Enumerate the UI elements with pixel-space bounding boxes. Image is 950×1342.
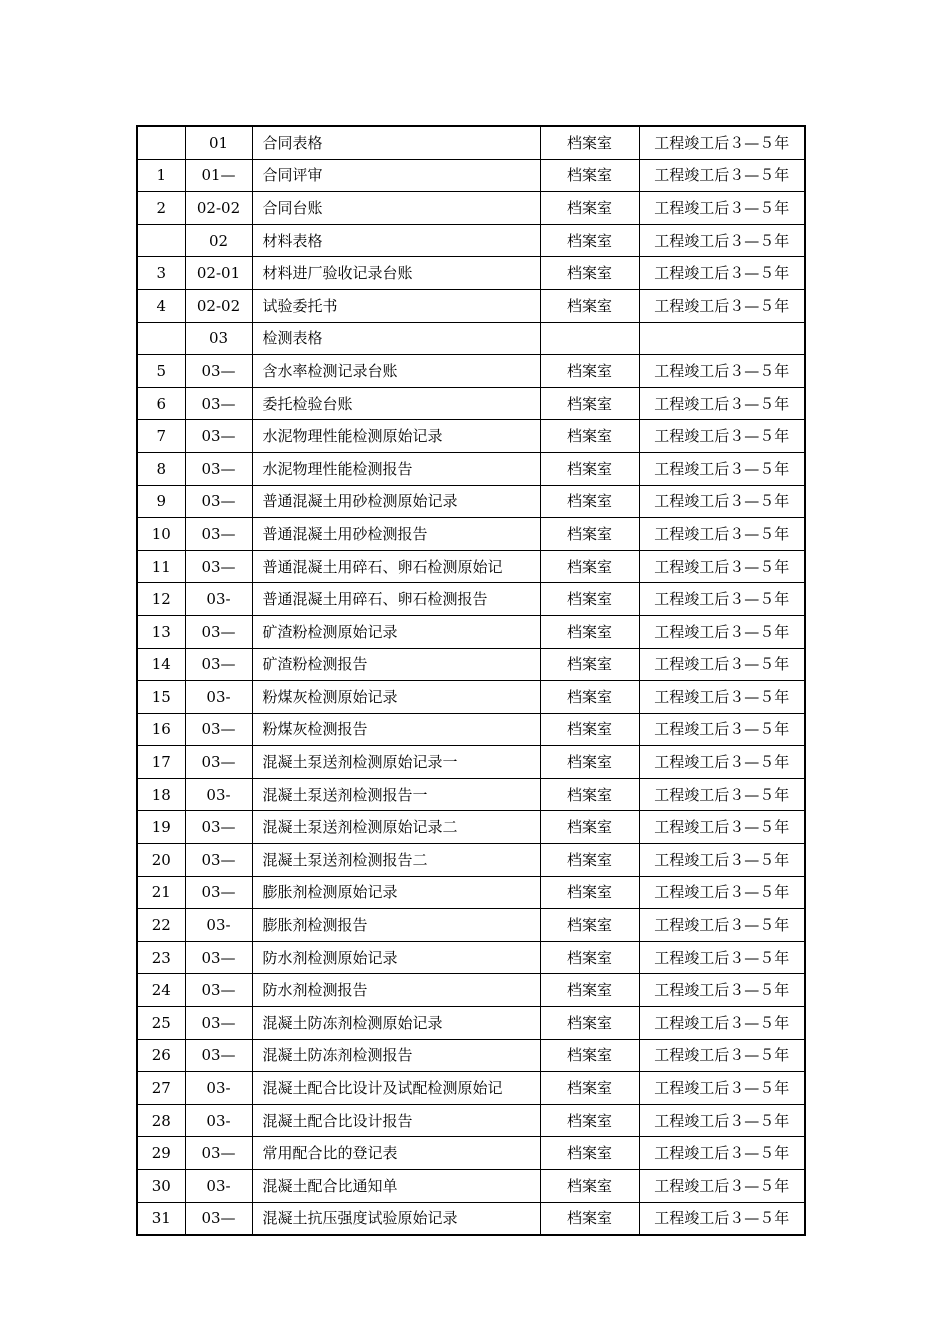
- cell-keeper: 档案室: [540, 159, 639, 192]
- cell-seq: [137, 322, 185, 355]
- cell-keeper: 档案室: [540, 1039, 639, 1072]
- cell-seq: 6: [137, 387, 185, 420]
- table-row: [137, 648, 805, 681]
- cell-keeper: [540, 322, 639, 355]
- cell-keeper: 档案室: [540, 713, 639, 746]
- cell-seq: 13: [137, 615, 185, 648]
- cell-keeper: 档案室: [540, 420, 639, 453]
- cell-seq: 16: [137, 713, 185, 746]
- table-row: [137, 420, 805, 453]
- cell-keeper: 档案室: [540, 550, 639, 583]
- table-row: [137, 224, 805, 257]
- cell-keeper: 档案室: [540, 1137, 639, 1170]
- table-row: [137, 909, 805, 942]
- cell-term: 工程竣工后３—５年: [639, 844, 805, 877]
- cell-code: 03—: [185, 941, 252, 974]
- cell-code: 03-: [185, 1072, 252, 1105]
- cell-code: 02-02: [185, 192, 252, 225]
- cell-code: 03—: [185, 811, 252, 844]
- cell-seq: 26: [137, 1039, 185, 1072]
- cell-name: 合同评审: [252, 159, 540, 192]
- cell-name: 合同台账: [252, 192, 540, 225]
- cell-name: 混凝土配合比通知单: [252, 1170, 540, 1203]
- cell-code: 03—: [185, 1202, 252, 1235]
- cell-keeper: 档案室: [540, 876, 639, 909]
- cell-seq: 4: [137, 289, 185, 322]
- cell-code: 03—: [185, 974, 252, 1007]
- cell-keeper: 档案室: [540, 974, 639, 1007]
- cell-keeper: 档案室: [540, 909, 639, 942]
- cell-term: 工程竣工后３—５年: [639, 224, 805, 257]
- cell-term: 工程竣工后３—５年: [639, 746, 805, 779]
- cell-name: 材料进厂验收记录台账: [252, 257, 540, 290]
- cell-code: 03—: [185, 1137, 252, 1170]
- cell-keeper: 档案室: [540, 811, 639, 844]
- cell-term: 工程竣工后３—５年: [639, 159, 805, 192]
- cell-name: 矿渣粉检测原始记录: [252, 615, 540, 648]
- table-row: [137, 941, 805, 974]
- cell-name: 防水剂检测原始记录: [252, 941, 540, 974]
- records-table-body: [137, 126, 805, 1235]
- cell-code: 03-: [185, 1104, 252, 1137]
- cell-name: 混凝土泵送剂检测报告二: [252, 844, 540, 877]
- table-row: [137, 355, 805, 388]
- cell-seq: 30: [137, 1170, 185, 1203]
- cell-term: 工程竣工后３—５年: [639, 1039, 805, 1072]
- cell-code: 03—: [185, 355, 252, 388]
- cell-name: 混凝土抗压强度试验原始记录: [252, 1202, 540, 1235]
- table-row: [137, 126, 805, 159]
- cell-term: 工程竣工后３—５年: [639, 387, 805, 420]
- cell-term: 工程竣工后３—５年: [639, 648, 805, 681]
- cell-seq: 14: [137, 648, 185, 681]
- cell-name: 试验委托书: [252, 289, 540, 322]
- cell-name: 材料表格: [252, 224, 540, 257]
- table-row: [137, 159, 805, 192]
- table-row: [137, 778, 805, 811]
- cell-term: 工程竣工后３—５年: [639, 909, 805, 942]
- cell-seq: 18: [137, 778, 185, 811]
- cell-name: 含水率检测记录台账: [252, 355, 540, 388]
- cell-seq: 27: [137, 1072, 185, 1105]
- cell-code: 02-01: [185, 257, 252, 290]
- cell-code: 03—: [185, 387, 252, 420]
- cell-code: 03—: [185, 1039, 252, 1072]
- table-row: [137, 615, 805, 648]
- cell-term: 工程竣工后３—５年: [639, 518, 805, 551]
- cell-seq: 8: [137, 452, 185, 485]
- cell-code: 03—: [185, 746, 252, 779]
- cell-term: 工程竣工后３—５年: [639, 1007, 805, 1040]
- cell-name: 混凝土防冻剂检测原始记录: [252, 1007, 540, 1040]
- cell-term: 工程竣工后３—５年: [639, 681, 805, 714]
- cell-seq: 21: [137, 876, 185, 909]
- cell-term: 工程竣工后３—５年: [639, 1072, 805, 1105]
- cell-code: 03-: [185, 1170, 252, 1203]
- cell-name: 混凝土配合比设计及试配检测原始记: [252, 1072, 540, 1105]
- cell-keeper: 档案室: [540, 1170, 639, 1203]
- cell-name: 混凝土配合比设计报告: [252, 1104, 540, 1137]
- cell-seq: 19: [137, 811, 185, 844]
- table-row: [137, 1007, 805, 1040]
- cell-code: 03—: [185, 876, 252, 909]
- cell-code: 02-02: [185, 289, 252, 322]
- cell-term: 工程竣工后３—５年: [639, 452, 805, 485]
- cell-name: 膨胀剂检测报告: [252, 909, 540, 942]
- cell-term: 工程竣工后３—５年: [639, 192, 805, 225]
- cell-keeper: 档案室: [540, 681, 639, 714]
- cell-seq: 22: [137, 909, 185, 942]
- table-row: [137, 322, 805, 355]
- cell-name: 混凝土泵送剂检测原始记录一: [252, 746, 540, 779]
- cell-code: 02: [185, 224, 252, 257]
- cell-seq: 10: [137, 518, 185, 551]
- cell-seq: 31: [137, 1202, 185, 1235]
- cell-seq: 23: [137, 941, 185, 974]
- cell-keeper: 档案室: [540, 355, 639, 388]
- cell-keeper: 档案室: [540, 126, 639, 159]
- cell-seq: [137, 224, 185, 257]
- cell-code: 03: [185, 322, 252, 355]
- cell-name: 普通混凝土用碎石、卵石检测报告: [252, 583, 540, 616]
- cell-keeper: 档案室: [540, 257, 639, 290]
- cell-name: 检测表格: [252, 322, 540, 355]
- cell-keeper: 档案室: [540, 648, 639, 681]
- cell-name: 普通混凝土用砂检测报告: [252, 518, 540, 551]
- table-row: [137, 1137, 805, 1170]
- cell-term: 工程竣工后３—５年: [639, 583, 805, 616]
- table-row: [137, 387, 805, 420]
- table-row: [137, 811, 805, 844]
- cell-name: 粉煤灰检测原始记录: [252, 681, 540, 714]
- cell-name: 混凝土泵送剂检测报告一: [252, 778, 540, 811]
- cell-term: 工程竣工后３—５年: [639, 778, 805, 811]
- cell-keeper: 档案室: [540, 844, 639, 877]
- table-row: [137, 681, 805, 714]
- cell-code: 03—: [185, 648, 252, 681]
- cell-keeper: 档案室: [540, 224, 639, 257]
- table-row: [137, 452, 805, 485]
- cell-term: 工程竣工后３—５年: [639, 126, 805, 159]
- table-row: [137, 289, 805, 322]
- cell-code: 03-: [185, 681, 252, 714]
- cell-keeper: 档案室: [540, 583, 639, 616]
- records-table: [136, 125, 806, 1236]
- cell-keeper: 档案室: [540, 1202, 639, 1235]
- cell-code: 03—: [185, 518, 252, 551]
- cell-name: 矿渣粉检测报告: [252, 648, 540, 681]
- cell-term: 工程竣工后３—５年: [639, 289, 805, 322]
- cell-seq: 5: [137, 355, 185, 388]
- cell-term: 工程竣工后３—５年: [639, 550, 805, 583]
- cell-seq: 25: [137, 1007, 185, 1040]
- cell-keeper: 档案室: [540, 1007, 639, 1040]
- cell-seq: 24: [137, 974, 185, 1007]
- cell-code: 03—: [185, 452, 252, 485]
- table-row: [137, 1202, 805, 1235]
- cell-keeper: 档案室: [540, 1072, 639, 1105]
- table-row: [137, 257, 805, 290]
- cell-code: 03-: [185, 909, 252, 942]
- cell-term: 工程竣工后３—５年: [639, 1137, 805, 1170]
- cell-seq: 17: [137, 746, 185, 779]
- cell-keeper: 档案室: [540, 485, 639, 518]
- table-row: [137, 1072, 805, 1105]
- cell-name: 混凝土泵送剂检测原始记录二: [252, 811, 540, 844]
- cell-seq: 2: [137, 192, 185, 225]
- cell-name: 合同表格: [252, 126, 540, 159]
- table-row: [137, 876, 805, 909]
- cell-code: 03-: [185, 778, 252, 811]
- cell-seq: 3: [137, 257, 185, 290]
- table-row: [137, 1104, 805, 1137]
- cell-seq: 11: [137, 550, 185, 583]
- cell-code: 03—: [185, 844, 252, 877]
- cell-keeper: 档案室: [540, 615, 639, 648]
- cell-name: 膨胀剂检测原始记录: [252, 876, 540, 909]
- cell-name: 普通混凝土用砂检测原始记录: [252, 485, 540, 518]
- cell-code: 03—: [185, 485, 252, 518]
- table-row: [137, 1170, 805, 1203]
- table-row: [137, 518, 805, 551]
- cell-code: 03—: [185, 420, 252, 453]
- cell-code: 03—: [185, 615, 252, 648]
- table-row: [137, 550, 805, 583]
- cell-term: [639, 322, 805, 355]
- table-row: [137, 713, 805, 746]
- cell-name: 水泥物理性能检测原始记录: [252, 420, 540, 453]
- cell-seq: 9: [137, 485, 185, 518]
- cell-code: 01: [185, 126, 252, 159]
- cell-term: 工程竣工后３—５年: [639, 713, 805, 746]
- cell-seq: 12: [137, 583, 185, 616]
- cell-seq: 29: [137, 1137, 185, 1170]
- table-row: [137, 844, 805, 877]
- cell-keeper: 档案室: [540, 452, 639, 485]
- cell-term: 工程竣工后３—５年: [639, 1202, 805, 1235]
- cell-term: 工程竣工后３—５年: [639, 876, 805, 909]
- cell-seq: 28: [137, 1104, 185, 1137]
- cell-term: 工程竣工后３—５年: [639, 485, 805, 518]
- cell-name: 普通混凝土用碎石、卵石检测原始记: [252, 550, 540, 583]
- cell-name: 混凝土防冻剂检测报告: [252, 1039, 540, 1072]
- table-row: [137, 485, 805, 518]
- cell-code: 03—: [185, 550, 252, 583]
- cell-keeper: 档案室: [540, 778, 639, 811]
- cell-code: 01—: [185, 159, 252, 192]
- table-row: [137, 974, 805, 1007]
- cell-code: 03-: [185, 583, 252, 616]
- table-row: [137, 1039, 805, 1072]
- cell-term: 工程竣工后３—５年: [639, 420, 805, 453]
- cell-seq: [137, 126, 185, 159]
- cell-keeper: 档案室: [540, 387, 639, 420]
- cell-code: 03—: [185, 713, 252, 746]
- cell-term: 工程竣工后３—５年: [639, 615, 805, 648]
- cell-keeper: 档案室: [540, 518, 639, 551]
- cell-keeper: 档案室: [540, 289, 639, 322]
- table-row: [137, 583, 805, 616]
- cell-seq: 20: [137, 844, 185, 877]
- cell-term: 工程竣工后３—５年: [639, 1104, 805, 1137]
- cell-keeper: 档案室: [540, 941, 639, 974]
- cell-code: 03—: [185, 1007, 252, 1040]
- cell-term: 工程竣工后３—５年: [639, 811, 805, 844]
- cell-name: 委托检验台账: [252, 387, 540, 420]
- cell-seq: 7: [137, 420, 185, 453]
- cell-keeper: 档案室: [540, 746, 639, 779]
- cell-name: 粉煤灰检测报告: [252, 713, 540, 746]
- cell-name: 常用配合比的登记表: [252, 1137, 540, 1170]
- table-row: [137, 192, 805, 225]
- cell-term: 工程竣工后３—５年: [639, 941, 805, 974]
- cell-seq: 1: [137, 159, 185, 192]
- cell-term: 工程竣工后３—５年: [639, 974, 805, 1007]
- cell-keeper: 档案室: [540, 1104, 639, 1137]
- cell-name: 防水剂检测报告: [252, 974, 540, 1007]
- cell-term: 工程竣工后３—５年: [639, 1170, 805, 1203]
- cell-term: 工程竣工后３—５年: [639, 355, 805, 388]
- cell-seq: 15: [137, 681, 185, 714]
- cell-keeper: 档案室: [540, 192, 639, 225]
- cell-term: 工程竣工后３—５年: [639, 257, 805, 290]
- table-row: [137, 746, 805, 779]
- cell-name: 水泥物理性能检测报告: [252, 452, 540, 485]
